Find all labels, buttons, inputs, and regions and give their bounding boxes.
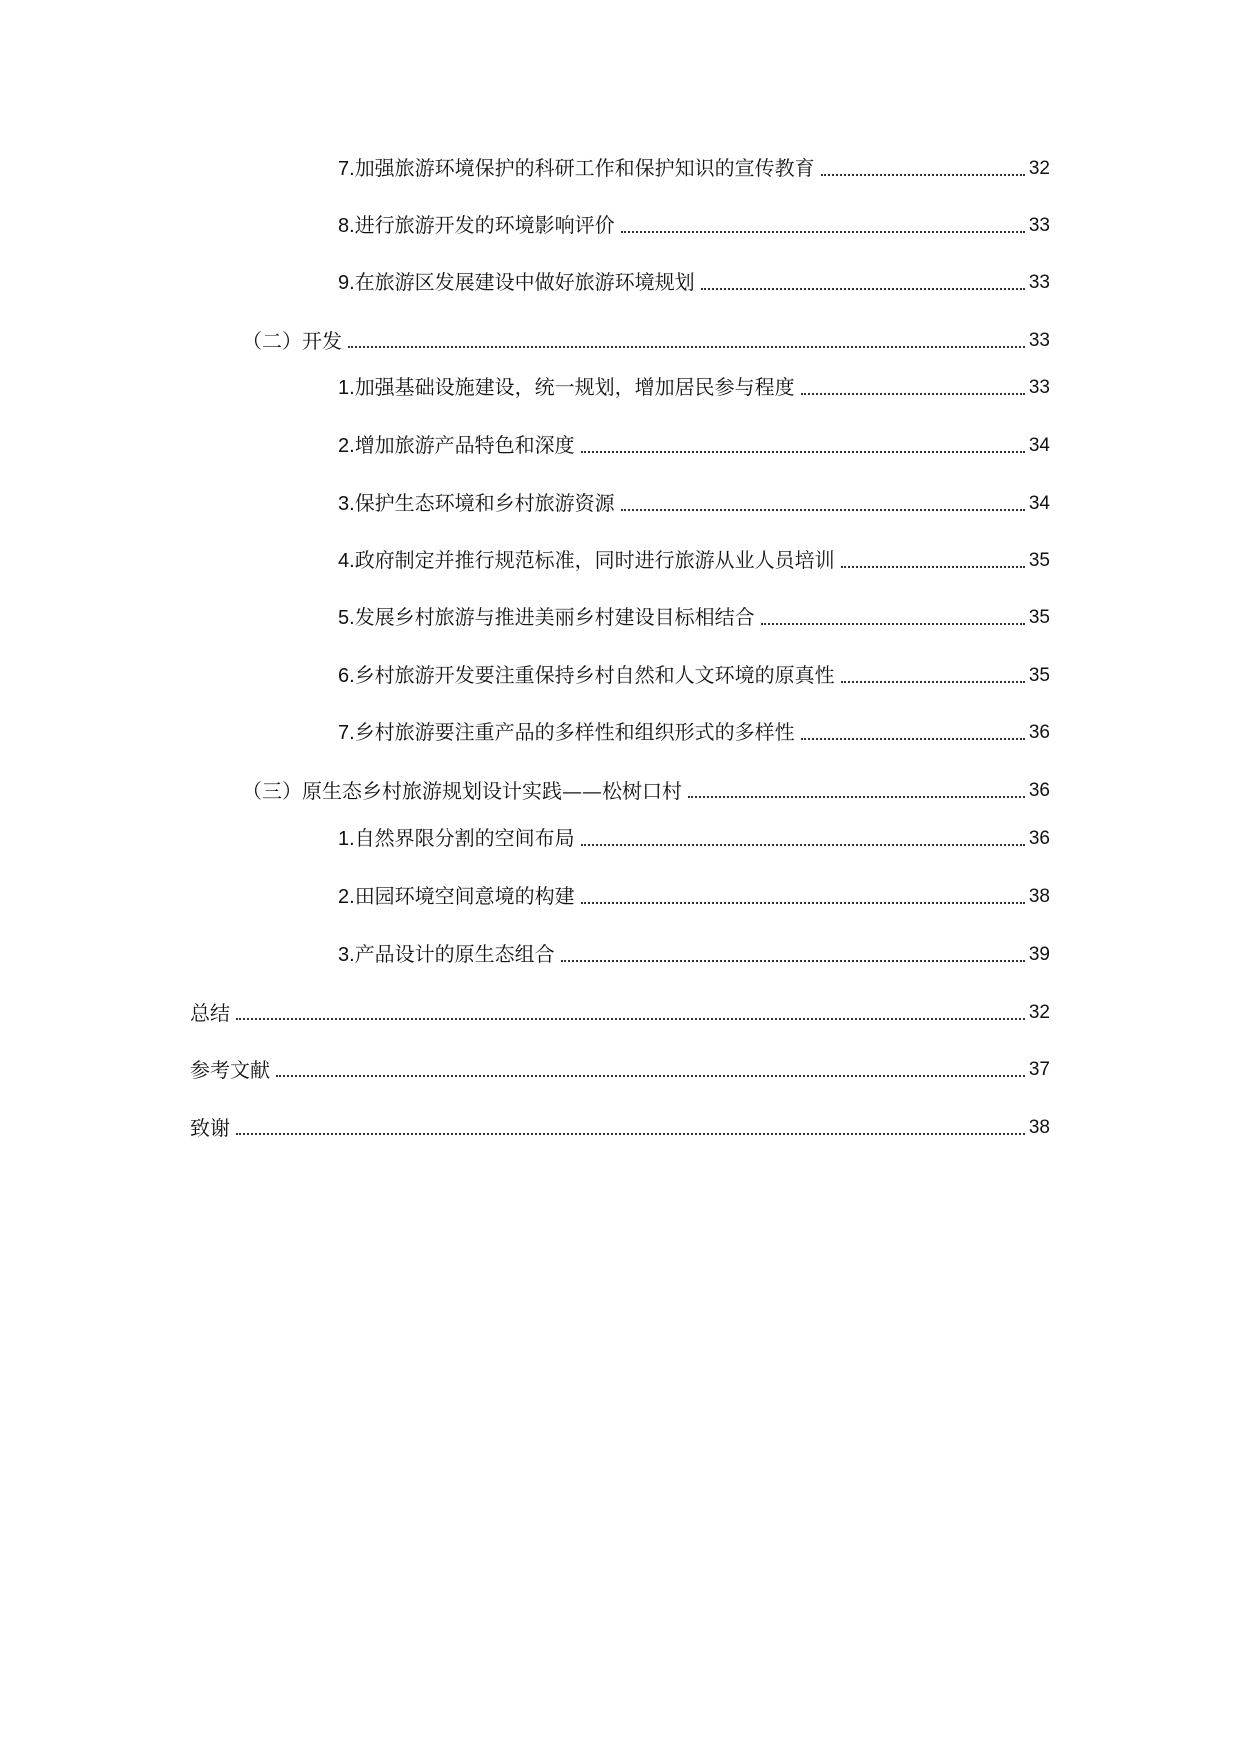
toc-page-number: 36 [1028,780,1050,801]
toc-page-number: 33 [1028,377,1050,398]
toc-entry-number: 2. [338,435,355,457]
toc-dot-leader [581,844,1025,846]
toc-page-number: 38 [1028,1117,1050,1138]
toc-entry-title [242,328,342,354]
toc-page-number: 35 [1028,665,1050,686]
toc-entry[interactable] [338,262,1050,296]
toc-dot-leader [276,1075,1025,1077]
toc-entry-number: 9. [338,272,355,294]
toc-entry-number: 3. [338,944,355,966]
toc-entry-title [338,662,835,689]
toc-entry[interactable] [338,655,1050,689]
toc-entry[interactable] [338,540,1050,574]
toc-page-number: 35 [1028,607,1050,628]
toc-entry-label: 总结 [190,1001,230,1025]
toc-entry[interactable] [338,876,1050,910]
toc-entry-number: 1. [338,828,355,850]
toc-entry-number: 7. [338,722,355,744]
toc-dot-leader [761,623,1025,625]
toc-entry-label: 政府制定并推行规范标准，同时进行旅游从业人员培训 [354,548,835,572]
toc-dot-leader [688,796,1025,798]
toc-dot-leader [581,451,1025,453]
toc-dot-leader [621,509,1025,511]
toc-entry-label: 致谢 [190,1116,230,1140]
toc-page-number: 32 [1028,1002,1050,1023]
toc-dot-leader [581,902,1025,904]
toc-page-number: 33 [1028,330,1050,351]
toc-entry-label: 在旅游区发展建设中做好旅游环境规划 [354,270,695,294]
toc-entry-title [338,490,615,517]
toc-entry-number: 7. [338,158,355,180]
toc-page-number: 34 [1028,435,1050,456]
toc-entry-label: 加强旅游环境保护的科研工作和保护知识的宣传教育 [354,156,815,180]
toc-entry-number: 4. [338,550,355,572]
toc-page-number: 36 [1028,722,1050,743]
toc-entry-title [338,604,755,631]
toc-entry[interactable] [338,483,1050,517]
toc-entry-label: 保护生态环境和乡村旅游资源 [354,491,615,515]
toc-entry-title [338,212,615,239]
toc-dot-leader [561,960,1025,962]
toc-entry-number: 8. [338,215,355,237]
toc-entry-label: 乡村旅游开发要注重保持乡村自然和人文环境的原真性 [354,663,835,687]
toc-entry[interactable] [190,1107,1050,1141]
toc-entry[interactable] [338,818,1050,852]
toc-entry-number: 2. [338,886,355,908]
toc-dot-leader [621,231,1025,233]
toc-entry-title [338,883,575,910]
toc-entry-label: 自然界限分割的空间布局 [354,826,575,850]
toc-page-number: 39 [1028,944,1050,965]
toc-entry-number: 3. [338,493,355,515]
toc-entry-title [338,941,555,968]
toc-entry[interactable] [338,712,1050,746]
toc-dot-leader [821,174,1025,176]
toc-entry[interactable] [190,992,1050,1026]
toc-entry-title [338,374,795,401]
toc-entry-label: 发展乡村旅游与推进美丽乡村建设目标相结合 [354,605,755,629]
toc-entry-number: 1. [338,377,355,399]
toc-dot-leader [801,738,1025,740]
toc-entry-label: 产品设计的原生态组合 [354,942,555,966]
toc-entry-title [338,432,575,459]
toc-dot-leader [701,288,1025,290]
toc-entry[interactable] [338,934,1050,968]
toc-page-number: 32 [1028,158,1050,179]
toc-entry-title [338,547,835,574]
toc-entry[interactable] [242,320,1050,354]
toc-entry-title [190,1115,230,1141]
toc-entry[interactable] [338,425,1050,459]
toc-entry-title [338,719,795,746]
toc-entry[interactable] [338,205,1050,239]
toc-page-number: 33 [1028,272,1050,293]
toc-page-number: 35 [1028,550,1050,571]
toc-entry-number: 6. [338,665,355,687]
toc-page-number: 36 [1028,828,1050,849]
toc-entry-title [190,1057,270,1083]
toc-entry-label: 参考文献 [190,1058,270,1082]
toc-entry-label: （二）开发 [242,329,342,353]
toc-entry-label: 加强基础设施建设，统一规划，增加居民参与程度 [354,375,795,399]
toc-entry-title [190,1000,230,1026]
toc-entry-title [242,778,682,804]
toc-dot-leader [841,681,1025,683]
toc-entry[interactable] [338,367,1050,401]
toc-entry-label: （三）原生态乡村旅游规划设计实践——松树口村 [242,779,682,803]
toc-entry-title [338,155,815,182]
toc-entry-title [338,825,575,852]
toc-entry-label: 田园环境空间意境的构建 [354,884,575,908]
toc-entry[interactable] [242,770,1050,804]
toc-page-number: 37 [1028,1059,1050,1080]
toc-dot-leader [348,346,1025,348]
toc-page-number: 38 [1028,886,1050,907]
toc-entry-number: 5. [338,607,355,629]
toc-entry-label: 进行旅游开发的环境影响评价 [354,213,615,237]
toc-entry[interactable] [338,148,1050,182]
toc-dot-leader [841,566,1025,568]
toc-dot-leader [236,1133,1025,1135]
toc-entry-title [338,269,695,296]
toc-entry-label: 增加旅游产品特色和深度 [354,433,575,457]
toc-entry[interactable] [338,597,1050,631]
toc-entry[interactable] [190,1049,1050,1083]
toc-page-number: 33 [1028,215,1050,236]
toc-page-number: 34 [1028,493,1050,514]
toc-dot-leader [236,1018,1025,1020]
toc-entry-label: 乡村旅游要注重产品的多样性和组织形式的多样性 [354,720,795,744]
toc-dot-leader [801,393,1025,395]
